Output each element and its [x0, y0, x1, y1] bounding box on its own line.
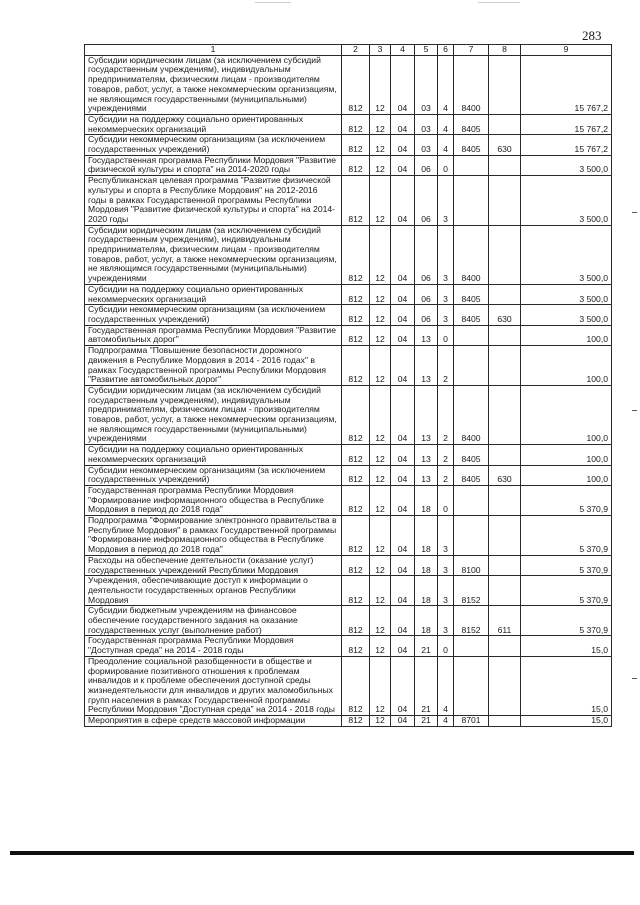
row-description: Субсидии на поддержку социально ориентированных некоммерческих организаций — [85, 114, 342, 134]
code-cell: 12 — [370, 346, 391, 386]
table-row — [85, 155, 612, 175]
amount-cell: 15,0 — [521, 636, 612, 656]
code-cell: 04 — [391, 284, 415, 304]
code-cell: 812 — [342, 636, 370, 656]
amount-cell: 5 370,9 — [521, 516, 612, 556]
code-cell: 2 — [438, 346, 454, 386]
column-header: 7 — [454, 45, 489, 56]
code-cell: 812 — [342, 656, 370, 715]
scan-mark — [632, 212, 637, 213]
code-cell: 06 — [415, 225, 438, 284]
code-cell: 12 — [370, 305, 391, 325]
code-cell — [489, 716, 521, 727]
code-cell: 12 — [370, 55, 391, 114]
table-row — [85, 114, 612, 134]
row-description: Субсидии юридическим лицам (за исключением субсидий государственным учреждениям), индивидуальным предпринимателям, физическим лицам - производителям товаров, работ, услуг, а также некоммерческим организациям, не являющимся государственными (муниципальными) учреждениями — [85, 385, 342, 444]
table-row — [85, 135, 612, 155]
row-description: Государственная программа Республики Мордовия "Формирование информационного общества в Республике Мордовия в период до 2018 года" — [85, 485, 342, 515]
code-cell: 8405 — [454, 135, 489, 155]
row-description: Государственная программа Республики Мордовия "Развитие автомобильных дорог" — [85, 325, 342, 345]
code-cell: 630 — [489, 465, 521, 485]
code-cell: 12 — [370, 516, 391, 556]
code-cell: 3 — [438, 176, 454, 226]
code-cell: 03 — [415, 114, 438, 134]
code-cell: 812 — [342, 485, 370, 515]
code-cell: 611 — [489, 606, 521, 636]
scan-mark — [478, 2, 520, 3]
code-cell: 12 — [370, 284, 391, 304]
code-cell: 812 — [342, 516, 370, 556]
code-cell — [454, 516, 489, 556]
code-cell: 13 — [415, 385, 438, 444]
code-cell: 2 — [438, 465, 454, 485]
code-cell: 04 — [391, 445, 415, 465]
code-cell: 04 — [391, 385, 415, 444]
table-row — [85, 284, 612, 304]
code-cell: 18 — [415, 576, 438, 606]
code-cell — [454, 325, 489, 345]
code-cell: 812 — [342, 176, 370, 226]
code-cell: 812 — [342, 225, 370, 284]
code-cell: 3 — [438, 516, 454, 556]
code-cell: 812 — [342, 555, 370, 575]
code-cell: 04 — [391, 155, 415, 175]
code-cell: 12 — [370, 445, 391, 465]
code-cell: 0 — [438, 325, 454, 345]
code-cell: 18 — [415, 606, 438, 636]
table-row — [85, 325, 612, 345]
amount-cell: 15 767,2 — [521, 55, 612, 114]
code-cell: 12 — [370, 555, 391, 575]
code-cell: 18 — [415, 555, 438, 575]
amount-cell: 100,0 — [521, 465, 612, 485]
code-cell: 06 — [415, 305, 438, 325]
code-cell: 06 — [415, 176, 438, 226]
code-cell: 12 — [370, 114, 391, 134]
code-cell — [489, 284, 521, 304]
table-row — [85, 55, 612, 114]
code-cell: 812 — [342, 114, 370, 134]
row-description: Подпрограмма "Повышение безопасности дорожного движения в Республике Мордовия в 2014 - 2016 годах" в рамках Государственной программы Республики Мордовия "Развитие автомобильных дорог" — [85, 346, 342, 386]
code-cell: 13 — [415, 465, 438, 485]
table-row — [85, 555, 612, 575]
code-cell — [454, 636, 489, 656]
row-description: Субсидии некоммерческим организациям (за исключением государственных учреждений) — [85, 135, 342, 155]
code-cell: 3 — [438, 576, 454, 606]
code-cell: 812 — [342, 445, 370, 465]
code-cell: 8405 — [454, 114, 489, 134]
code-cell: 8100 — [454, 555, 489, 575]
code-cell: 2 — [438, 445, 454, 465]
code-cell: 13 — [415, 346, 438, 386]
row-description: Расходы на обеспечение деятельности (оказание услуг) государственных учреждений Республики Мордовия — [85, 555, 342, 575]
code-cell — [454, 656, 489, 715]
code-cell — [454, 155, 489, 175]
code-cell: 8152 — [454, 576, 489, 606]
row-description: Подпрограмма "Формирование электронного правительства в Республике Мордовия" в рамках Государственной программы "Формирование информационного общества в Республике Мордовия в период до 2018 года" — [85, 516, 342, 556]
code-cell: 18 — [415, 516, 438, 556]
row-description: Субсидии юридическим лицам (за исключением субсидий государственным учреждениям), индивидуальным предпринимателям, физическим лицам - производителям товаров, работ, услуг, а также некоммерческим организациям, не являющимся государственными (муниципальными) учреждениями — [85, 55, 342, 114]
row-description: Преодоление социальной разобщенности в обществе и формирование позитивного отношения к проблемам инвалидов и к проблеме обеспечения доступной среды жизнедеятельности для инвалидов и других маломобильных групп населения в рамках Государственной программы Республики Мордовия "Доступная среда" на 2014 - 2018 годы — [85, 656, 342, 715]
amount-cell: 100,0 — [521, 325, 612, 345]
row-description: Субсидии некоммерческим организациям (за исключением государственных учреждений) — [85, 305, 342, 325]
code-cell: 04 — [391, 576, 415, 606]
row-description: Субсидии на поддержку социально ориентированных некоммерческих организаций — [85, 445, 342, 465]
code-cell — [489, 485, 521, 515]
code-cell: 812 — [342, 155, 370, 175]
row-description: Учреждения, обеспечивающие доступ к информации о деятельности государственных органов Республики Мордовия — [85, 576, 342, 606]
code-cell — [489, 155, 521, 175]
code-cell: 04 — [391, 485, 415, 515]
code-cell — [489, 385, 521, 444]
code-cell: 04 — [391, 465, 415, 485]
code-cell: 21 — [415, 716, 438, 727]
code-cell: 12 — [370, 176, 391, 226]
row-description: Субсидии бюджетным учреждениям на финансовое обеспечение государственного задания на оказание государственных услуг (выполнение работ) — [85, 606, 342, 636]
code-cell — [489, 114, 521, 134]
code-cell: 04 — [391, 716, 415, 727]
amount-cell: 100,0 — [521, 385, 612, 444]
code-cell: 4 — [438, 716, 454, 727]
code-cell: 8400 — [454, 225, 489, 284]
code-cell — [489, 55, 521, 114]
code-cell: 812 — [342, 55, 370, 114]
amount-cell: 5 370,9 — [521, 485, 612, 515]
table-row — [85, 346, 612, 386]
code-cell — [489, 516, 521, 556]
code-cell — [489, 325, 521, 345]
code-cell: 04 — [391, 325, 415, 345]
code-cell: 3 — [438, 284, 454, 304]
code-cell: 12 — [370, 636, 391, 656]
code-cell: 21 — [415, 636, 438, 656]
scan-mark — [632, 410, 637, 411]
code-cell: 3 — [438, 606, 454, 636]
amount-cell: 15,0 — [521, 656, 612, 715]
code-cell: 04 — [391, 555, 415, 575]
amount-cell: 3 500,0 — [521, 305, 612, 325]
code-cell: 12 — [370, 225, 391, 284]
table-row — [85, 606, 612, 636]
code-cell: 2 — [438, 385, 454, 444]
table-row — [85, 465, 612, 485]
code-cell: 8405 — [454, 465, 489, 485]
amount-cell: 3 500,0 — [521, 225, 612, 284]
code-cell: 812 — [342, 325, 370, 345]
code-cell — [489, 576, 521, 606]
bottom-rule — [10, 851, 634, 855]
code-cell: 03 — [415, 55, 438, 114]
amount-cell: 3 500,0 — [521, 155, 612, 175]
code-cell: 812 — [342, 716, 370, 727]
amount-cell: 100,0 — [521, 445, 612, 465]
column-header: 3 — [370, 45, 391, 56]
code-cell: 12 — [370, 465, 391, 485]
row-description: Республиканская целевая программа "Развитие физической культуры и спорта в Республике Мордовия" на 2012-2016 годы в рамках Государственной программы Республики Мордовия "Развитие физической культуры и спорта" на 2014-2020 годы — [85, 176, 342, 226]
code-cell: 812 — [342, 385, 370, 444]
table-row — [85, 176, 612, 226]
column-header: 5 — [415, 45, 438, 56]
row-description: Субсидии на поддержку социально ориентированных некоммерческих организаций — [85, 284, 342, 304]
code-cell: 12 — [370, 606, 391, 636]
code-cell: 04 — [391, 636, 415, 656]
amount-cell: 5 370,9 — [521, 576, 612, 606]
code-cell: 04 — [391, 305, 415, 325]
code-cell: 21 — [415, 656, 438, 715]
column-header: 1 — [85, 45, 342, 56]
code-cell: 4 — [438, 656, 454, 715]
column-header: 8 — [489, 45, 521, 56]
code-cell: 3 — [438, 555, 454, 575]
code-cell: 04 — [391, 606, 415, 636]
code-cell: 812 — [342, 135, 370, 155]
code-cell: 04 — [391, 346, 415, 386]
code-cell: 04 — [391, 55, 415, 114]
table-row — [85, 225, 612, 284]
code-cell: 8701 — [454, 716, 489, 727]
amount-cell: 100,0 — [521, 346, 612, 386]
code-cell: 04 — [391, 656, 415, 715]
code-cell: 06 — [415, 284, 438, 304]
code-cell: 8152 — [454, 606, 489, 636]
table-row — [85, 636, 612, 656]
table-row — [85, 656, 612, 715]
code-cell: 812 — [342, 606, 370, 636]
code-cell: 12 — [370, 155, 391, 175]
code-cell: 12 — [370, 135, 391, 155]
code-cell: 812 — [342, 284, 370, 304]
table-header-row — [85, 45, 612, 56]
amount-cell: 15 767,2 — [521, 114, 612, 134]
row-description: Мероприятия в сфере средств массовой информации — [85, 716, 342, 727]
amount-cell: 5 370,9 — [521, 606, 612, 636]
code-cell: 12 — [370, 325, 391, 345]
code-cell: 0 — [438, 485, 454, 515]
table-row — [85, 305, 612, 325]
code-cell: 04 — [391, 176, 415, 226]
code-cell: 04 — [391, 135, 415, 155]
code-cell: 3 — [438, 305, 454, 325]
code-cell: 812 — [342, 576, 370, 606]
code-cell: 13 — [415, 445, 438, 465]
code-cell — [454, 176, 489, 226]
row-description: Государственная программа Республики Мордовия "Доступная среда" на 2014 - 2018 годы — [85, 636, 342, 656]
code-cell: 8400 — [454, 385, 489, 444]
column-header: 2 — [342, 45, 370, 56]
row-description: Субсидии некоммерческим организациям (за исключением государственных учреждений) — [85, 465, 342, 485]
code-cell: 04 — [391, 516, 415, 556]
amount-cell: 5 370,9 — [521, 555, 612, 575]
page-number: 283 — [582, 28, 602, 43]
code-cell: 04 — [391, 114, 415, 134]
code-cell: 4 — [438, 114, 454, 134]
column-header: 6 — [438, 45, 454, 56]
amount-cell: 15,0 — [521, 716, 612, 727]
code-cell — [489, 555, 521, 575]
scan-mark — [255, 2, 291, 3]
table-row — [85, 716, 612, 727]
code-cell: 0 — [438, 155, 454, 175]
code-cell: 12 — [370, 485, 391, 515]
code-cell: 0 — [438, 636, 454, 656]
code-cell: 13 — [415, 325, 438, 345]
code-cell: 06 — [415, 155, 438, 175]
code-cell: 12 — [370, 656, 391, 715]
table-body — [85, 55, 612, 726]
code-cell — [489, 346, 521, 386]
code-cell: 4 — [438, 135, 454, 155]
code-cell: 4 — [438, 55, 454, 114]
code-cell: 630 — [489, 135, 521, 155]
amount-cell: 3 500,0 — [521, 176, 612, 226]
code-cell — [489, 656, 521, 715]
code-cell: 03 — [415, 135, 438, 155]
table-row — [85, 485, 612, 515]
code-cell — [489, 176, 521, 226]
row-description: Государственная программа Республики Мордовия "Развитие физической культуры и спорта" на 2014-2020 годы — [85, 155, 342, 175]
code-cell — [489, 445, 521, 465]
amount-cell: 3 500,0 — [521, 284, 612, 304]
code-cell: 812 — [342, 465, 370, 485]
code-cell: 04 — [391, 225, 415, 284]
code-cell: 812 — [342, 305, 370, 325]
table-row — [85, 576, 612, 606]
code-cell: 8405 — [454, 305, 489, 325]
code-cell: 3 — [438, 225, 454, 284]
amount-cell: 15 767,2 — [521, 135, 612, 155]
code-cell: 630 — [489, 305, 521, 325]
code-cell: 8405 — [454, 284, 489, 304]
column-header: 9 — [521, 45, 612, 56]
code-cell — [454, 485, 489, 515]
code-cell: 12 — [370, 576, 391, 606]
code-cell: 812 — [342, 346, 370, 386]
code-cell — [489, 636, 521, 656]
row-description: Субсидии юридическим лицам (за исключением субсидий государственным учреждениям), индивидуальным предпринимателям, физическим лицам - производителям товаров, работ, услуг, а также некоммерческим организациям, не являющимся государственными (муниципальными) учреждениями — [85, 225, 342, 284]
code-cell: 12 — [370, 385, 391, 444]
column-header: 4 — [391, 45, 415, 56]
code-cell: 18 — [415, 485, 438, 515]
scan-mark — [632, 678, 637, 679]
code-cell: 12 — [370, 716, 391, 727]
code-cell — [489, 225, 521, 284]
table-row — [85, 445, 612, 465]
code-cell — [454, 346, 489, 386]
table-row — [85, 516, 612, 556]
code-cell: 8405 — [454, 445, 489, 465]
budget-table — [84, 44, 612, 727]
code-cell: 8400 — [454, 55, 489, 114]
table-row — [85, 385, 612, 444]
